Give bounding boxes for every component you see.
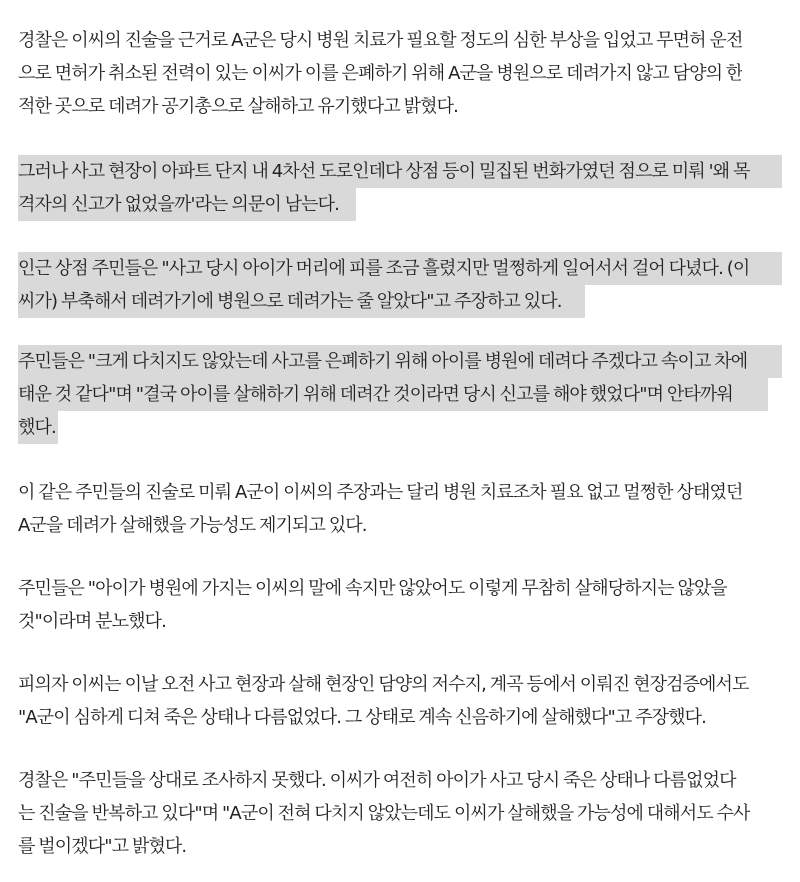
paragraph-line: 으로 면허가 취소된 전력이 있는 이씨가 이를 은폐하기 위해 A군을 병원으로 데려가지 않고 담양의 한 xyxy=(18,63,743,84)
paragraph-line: 것"이라며 분노했다. xyxy=(18,611,166,632)
highlighted-line: 그러나 사고 현장이 아파트 단지 내 4차선 도로인데다 상점 등이 밀집된 번화가였던 점으로 미뤄 '왜 목 xyxy=(18,155,782,188)
highlighted-line: 태운 것 같다"며 "결국 아이를 살해하기 위해 데려간 것이라면 당시 신고를 해야 했었다"며 안타까워 xyxy=(18,378,768,411)
paragraph-line: 주민들은 "아이가 병원에 가지는 이씨의 말에 속지만 않았어도 이렇게 무참히 살해당하지는 않았을 xyxy=(18,578,727,599)
paragraph-line: "A군이 심하게 디쳐 죽은 상태나 다름없었다. 그 상태로 계속 신음하기에 살해했다"고 주장했다. xyxy=(18,707,706,728)
paragraph-line: 적한 곳으로 데려가 공기총으로 살해하고 유기했다고 밝혔다. xyxy=(18,96,458,117)
highlighted-line: 주민들은 "크게 다치지도 않았는데 사고를 은폐하기 위해 아이를 병원에 데려다 주겠다고 속이고 차에 xyxy=(18,345,782,378)
highlighted-line: 했다. xyxy=(18,411,58,444)
paragraph-line: 를 벌이겠다"고 밝혔다. xyxy=(18,836,187,857)
highlighted-line: 인근 상점 주민들은 "사고 당시 아이가 머리에 피를 조금 흘렸지만 멀쩡하게 일어서서 걸어 다녔다. (이 xyxy=(18,252,782,285)
paragraph-line: A군을 데려가 살해했을 가능성도 제기되고 있다. xyxy=(18,515,367,536)
paragraph-line: 경찰은 이씨의 진술을 근거로 A군은 당시 병원 치료가 필요할 정도의 심한 부상을 입었고 무면허 운전 xyxy=(18,30,743,51)
highlighted-line: 격자의 신고가 없었을까'라는 의문이 남는다. xyxy=(18,188,356,221)
paragraph-5 xyxy=(18,476,742,542)
paragraph-line: 는 진술을 반복하고 있다"며 "A군이 전혀 다치지 않았는데도 이씨가 살해했을 가능성에 대해서도 수사 xyxy=(18,803,750,824)
paragraph-3-highlighted xyxy=(18,252,782,318)
paragraph-6 xyxy=(18,572,727,638)
paragraph-1 xyxy=(18,24,742,123)
paragraph-7 xyxy=(18,668,749,734)
paragraph-2-highlighted xyxy=(18,155,782,221)
paragraph-line: 경찰은 "주민들을 상대로 조사하지 못했다. 이씨가 여전히 아이가 사고 당시 죽은 상태나 다름없었다 xyxy=(18,770,736,791)
paragraph-4-highlighted xyxy=(18,345,782,444)
paragraph-line: 이 같은 주민들의 진술로 미뤄 A군이 이씨의 주장과는 달리 병원 치료조차 필요 없고 멀쩡한 상태였던 xyxy=(18,482,743,503)
paragraph-8 xyxy=(18,764,750,863)
highlighted-line: 씨가) 부축해서 데려가기에 병원으로 데려가는 줄 알았다"고 주장하고 있다. xyxy=(18,285,585,318)
paragraph-line: 피의자 이씨는 이날 오전 사고 현장과 살해 현장인 담양의 저수지, 계곡 등에서 이뤄진 현장검증에서도 xyxy=(18,674,749,695)
